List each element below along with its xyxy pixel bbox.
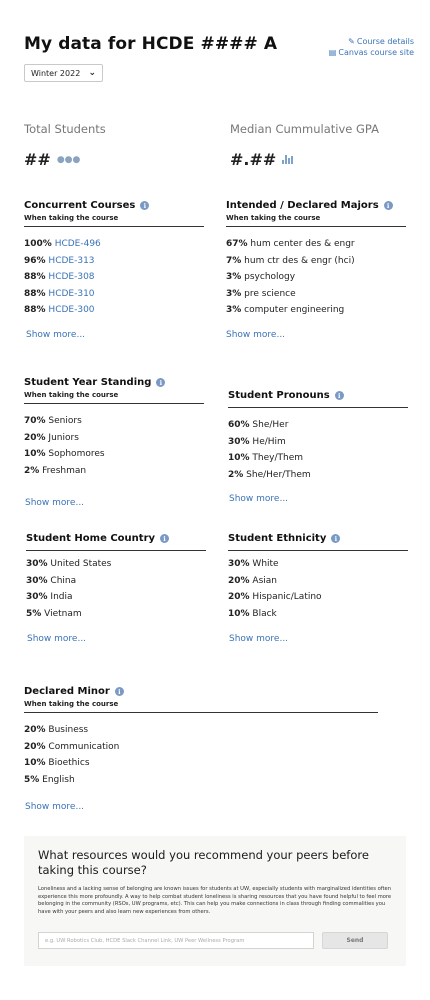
ethnicity-section [228, 533, 408, 622]
list-item: 30% He/Him [228, 436, 286, 447]
divider [226, 226, 406, 227]
total-students-stat [24, 122, 106, 169]
list-item: 2% Freshman [24, 465, 87, 476]
list-item: 88% HCDE-300 [24, 305, 95, 315]
year-standing-title: Student Year Standing [24, 377, 152, 388]
pronouns-show-more-link[interactable]: Show more... [229, 494, 289, 504]
chevron-down-icon: ⌄ [88, 68, 96, 78]
info-icon[interactable]: i [335, 391, 344, 400]
ethnicity-show-more-link[interactable]: Show more... [229, 634, 289, 644]
list-item: 2% She/Her/Them [228, 469, 311, 480]
concurrent-courses-section [24, 200, 204, 319]
resource-input[interactable]: e.g. UW Robotics Club, HCDE Slack Channel Link, UW Peer Wellness Program [38, 932, 314, 949]
concurrent-courses-subtitle: When taking the course [24, 214, 119, 222]
concurrent-courses-title: Concurrent Courses [24, 200, 136, 211]
list-item: 20% Asian [228, 575, 277, 586]
home-country-title: Student Home Country [26, 533, 156, 544]
median-gpa-value: #.## [230, 150, 277, 169]
divider [24, 403, 204, 404]
page-title: My data for HCDE #### A [24, 34, 278, 54]
year-standing-section [24, 377, 204, 479]
list-item: 96% HCDE-313 [24, 255, 95, 266]
book-icon: ▤ [328, 48, 337, 57]
bar-chart-icon [282, 155, 293, 164]
course-link[interactable]: HCDE-300 [48, 305, 95, 315]
course-details-link[interactable]: ✎ Course details [348, 37, 414, 46]
list-item: 30% White [228, 559, 279, 569]
info-icon[interactable]: i [160, 534, 169, 543]
list-item: 20% Juniors [24, 432, 79, 443]
year-standing-subtitle: When taking the course [24, 391, 119, 399]
info-icon[interactable]: i [140, 201, 149, 210]
info-icon[interactable]: i [331, 534, 340, 543]
list-item: 30% India [26, 592, 73, 602]
recommend-resources-panel [24, 836, 406, 966]
list-item: 10% Bioethics [24, 758, 90, 768]
declared-minor-show-more-link[interactable]: Show more... [25, 802, 85, 812]
list-item: 7% hum ctr des & engr (hci) [226, 255, 355, 266]
home-country-show-more-link[interactable]: Show more... [27, 634, 87, 644]
list-item: 10% They/Them [228, 453, 304, 463]
term-select-value: Winter 2022 [31, 68, 81, 78]
median-gpa-label: Median Cummulative GPA [230, 122, 379, 136]
median-gpa-stat [230, 122, 379, 169]
list-item: 60% She/Her [228, 420, 289, 430]
pronouns-section [228, 390, 408, 483]
edit-icon: ✎ [348, 37, 355, 46]
list-item: 67% hum center des & engr [226, 239, 355, 249]
course-link[interactable]: HCDE-310 [48, 288, 95, 299]
declared-minor-title: Declared Minor [24, 686, 110, 697]
info-icon[interactable]: i [384, 201, 393, 210]
list-item: 100% HCDE-496 [24, 239, 101, 249]
pronouns-title: Student Pronouns [228, 390, 330, 401]
canvas-course-site-link[interactable]: ▤ Canvas course site [328, 48, 414, 57]
majors-subtitle: When taking the course [226, 214, 321, 222]
divider [24, 712, 378, 713]
majors-section [226, 200, 406, 319]
total-students-label: Total Students [24, 122, 106, 136]
concurrent-show-more-link[interactable]: Show more... [26, 330, 86, 340]
declared-minor-subtitle: When taking the course [24, 700, 119, 708]
info-icon[interactable]: i [156, 378, 165, 387]
info-icon[interactable]: i [115, 687, 124, 696]
majors-show-more-link[interactable]: Show more... [226, 330, 286, 340]
course-link[interactable]: HCDE-308 [48, 272, 95, 282]
list-item: 20% Communication [24, 741, 120, 752]
list-item: 3% pre science [226, 288, 296, 299]
year-standing-show-more-link[interactable]: Show more... [25, 498, 85, 508]
people-icon: ●●● [56, 154, 81, 165]
divider [24, 226, 204, 227]
list-item: 88% HCDE-310 [24, 288, 95, 299]
course-link[interactable]: HCDE-313 [48, 255, 95, 266]
recommend-title: What resources would you recommend your peers before taking this course? [38, 848, 369, 877]
list-item: 5% English [24, 774, 75, 785]
divider [26, 550, 206, 551]
list-item: 70% Seniors [24, 416, 82, 426]
list-item: 3% computer engineering [226, 305, 345, 315]
ethnicity-title: Student Ethnicity [228, 533, 327, 544]
list-item: 3% psychology [226, 272, 296, 282]
list-item: 10% Sophomores [24, 449, 105, 459]
list-item: 10% Black [228, 608, 277, 619]
recommend-description: Loneliness and a lacking sense of belonging are known issues for students at UW, especially students with marginalized identities often experience this more profoundly. A way to help combat student loneliness is sharing resources that you have found helpful to feel more belonging in the community (RSOs, UW programs, etc). This can help you make connections in class through finding commalities you have with your peers and also learn new experiences from others. [38, 886, 392, 915]
course-links [329, 36, 414, 58]
list-item: 30% United States [26, 559, 112, 569]
home-country-section [26, 533, 206, 622]
list-item: 88% HCDE-308 [24, 272, 95, 282]
list-item: 20% Hispanic/Latino [228, 592, 322, 602]
term-select[interactable] [24, 64, 103, 82]
declared-minor-section [24, 686, 378, 788]
majors-title: Intended / Declared Majors [226, 200, 379, 211]
list-item: 30% China [26, 575, 77, 586]
divider [228, 407, 408, 408]
recommend-form [38, 932, 388, 949]
total-students-value: ## [24, 150, 51, 169]
course-link[interactable]: HCDE-496 [54, 239, 101, 249]
list-item: 5% Vietnam [26, 608, 82, 619]
list-item: 20% Business [24, 725, 89, 735]
send-button[interactable]: Send [322, 932, 388, 949]
divider [228, 550, 408, 551]
